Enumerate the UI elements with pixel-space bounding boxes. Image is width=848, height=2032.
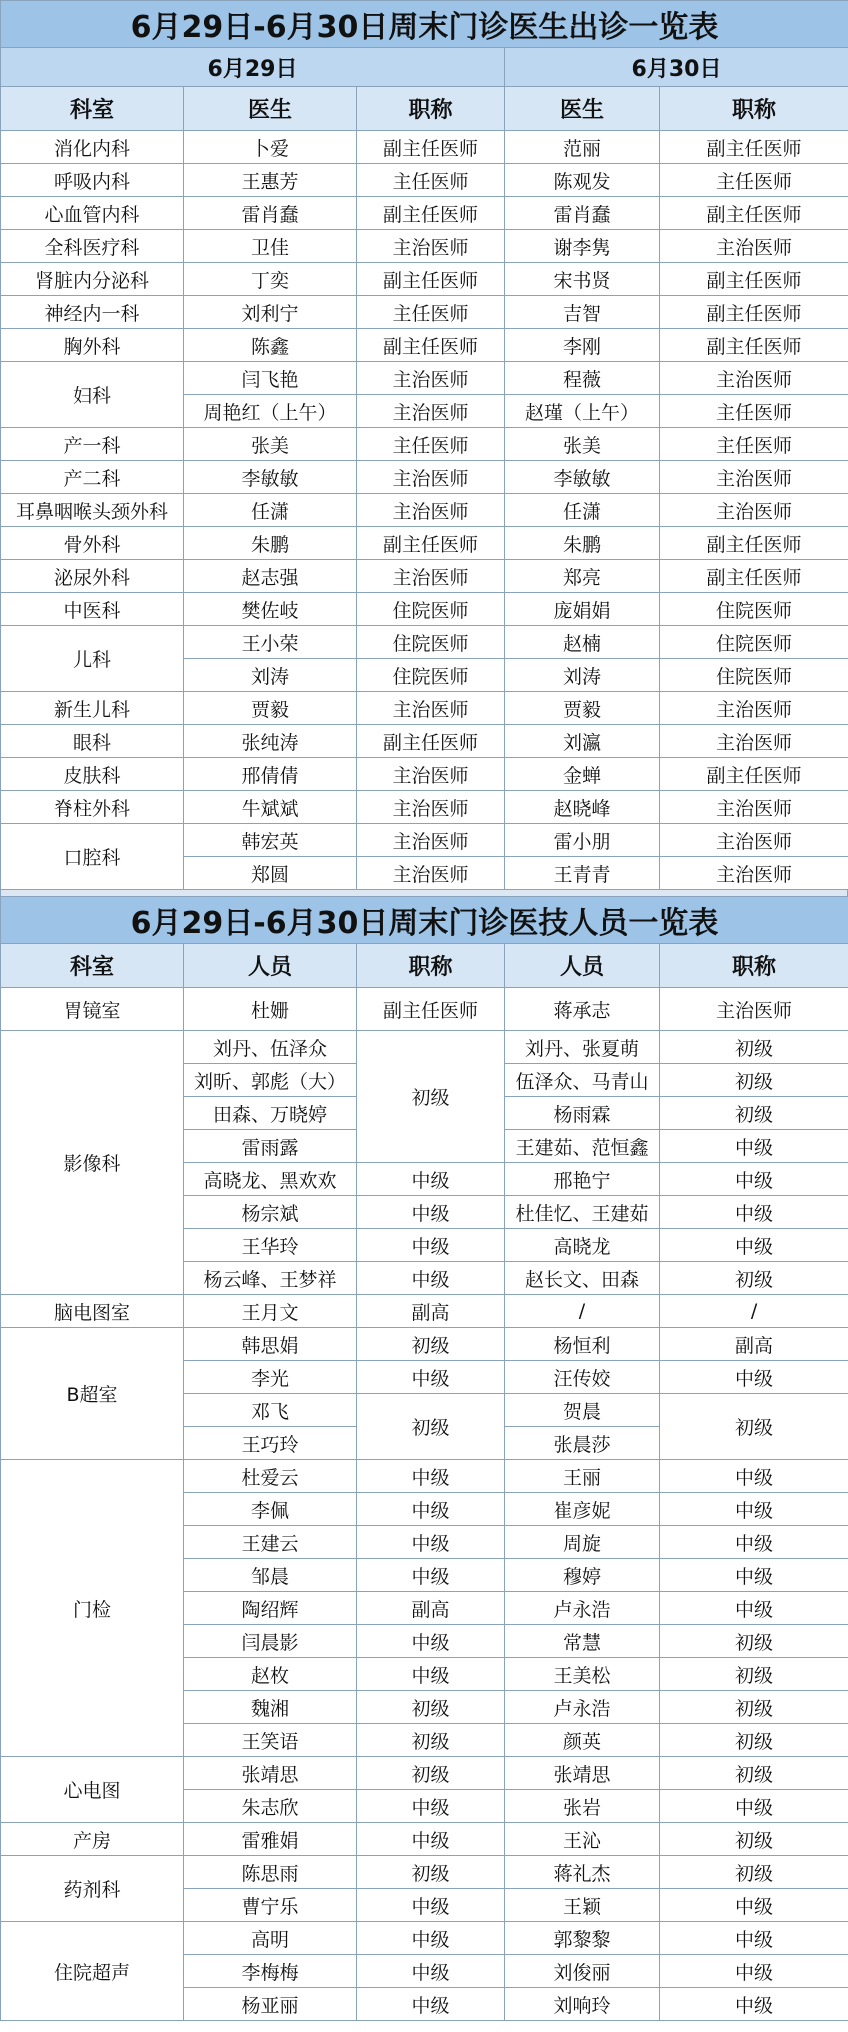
dept-cell: 胃镜室 [1, 988, 184, 1031]
staff-cell: 刘响玲 [505, 1988, 660, 2021]
staff-cell: 朱志欣 [184, 1790, 357, 1823]
dept-cell: 眼科 [1, 725, 184, 758]
title-cell: 中级 [357, 1790, 505, 1823]
dept-cell: 脊柱外科 [1, 791, 184, 824]
title-cell: 初级 [660, 1724, 848, 1757]
staff-cell: 李梅梅 [184, 1955, 357, 1988]
title-cell: 中级 [357, 1955, 505, 1988]
doctor-cell: 郑圆 [184, 857, 357, 890]
title-cell: 主治医师 [660, 725, 848, 758]
title-cell: 副高 [357, 1295, 505, 1328]
staff-cell: 张岩 [505, 1790, 660, 1823]
staff-cell: 刘丹、伍泽众 [184, 1031, 357, 1064]
staff-cell: 闫晨影 [184, 1625, 357, 1658]
staff-cell: 曹宁乐 [184, 1889, 357, 1922]
title-cell: 初级 [357, 1724, 505, 1757]
title-cell: 主治医师 [660, 988, 848, 1031]
title-cell: 主治医师 [357, 461, 505, 494]
dept-cell: 影像科 [1, 1031, 184, 1295]
title-cell: 主治医师 [357, 692, 505, 725]
title-cell: 副主任医师 [357, 263, 505, 296]
title-cell: 中级 [357, 1361, 505, 1394]
dept-cell: 门检 [1, 1460, 184, 1757]
technician-table-title: 6月29日-6月30日周末门诊医技人员一览表 [1, 897, 848, 944]
dept-cell: 胸外科 [1, 329, 184, 362]
staff-cell: 王巧玲 [184, 1427, 357, 1460]
dept-cell: 口腔科 [1, 824, 184, 890]
title-cell: 初级 [660, 1658, 848, 1691]
doctor-cell: 张纯涛 [184, 725, 357, 758]
doctor-cell: 王青青 [505, 857, 660, 890]
staff-cell: 邓飞 [184, 1394, 357, 1427]
doctor-cell: 樊佐岐 [184, 593, 357, 626]
doctor-cell: 丁奕 [184, 263, 357, 296]
doctor-cell: 王小荣 [184, 626, 357, 659]
title-cell: 中级 [660, 1790, 848, 1823]
doctor-cell: 宋书贤 [505, 263, 660, 296]
staff-cell: 邹晨 [184, 1559, 357, 1592]
doctor-cell: 王惠芳 [184, 164, 357, 197]
table-row [1, 1328, 848, 1361]
staff-cell: 杨宗斌 [184, 1196, 357, 1229]
table-row [1, 1757, 848, 1790]
dept-cell: 产一科 [1, 428, 184, 461]
column-header: 职称 [660, 944, 848, 988]
title-cell: 初级 [357, 1691, 505, 1724]
technician-schedule-table [0, 896, 848, 2021]
doctor-cell: 贾毅 [505, 692, 660, 725]
staff-cell: 杨云峰、王梦祥 [184, 1262, 357, 1295]
title-cell: 初级 [357, 1394, 505, 1460]
staff-cell: 贺晨 [505, 1394, 660, 1427]
table-row [1, 263, 848, 296]
title-cell: 中级 [357, 1922, 505, 1955]
doctor-cell: 陈鑫 [184, 329, 357, 362]
table-row [1, 824, 848, 857]
title-cell: 主任医师 [357, 296, 505, 329]
dept-cell: 肾脏内分泌科 [1, 263, 184, 296]
title-cell: 中级 [357, 1229, 505, 1262]
title-cell: 主治医师 [357, 758, 505, 791]
title-cell: 主治医师 [357, 362, 505, 395]
dept-cell: 心血管内科 [1, 197, 184, 230]
title-cell: 中级 [357, 1460, 505, 1493]
title-cell: 初级 [660, 1031, 848, 1064]
title-cell: 初级 [660, 1757, 848, 1790]
title-cell: 中级 [357, 1526, 505, 1559]
title-cell: 副主任医师 [660, 131, 848, 164]
dept-cell: 心电图 [1, 1757, 184, 1823]
title-cell: 中级 [357, 1658, 505, 1691]
dept-cell: 全科医疗科 [1, 230, 184, 263]
doctor-cell: 刘涛 [184, 659, 357, 692]
staff-cell: 王沁 [505, 1823, 660, 1856]
doctor-cell: 张美 [505, 428, 660, 461]
staff-cell: 高晓龙、黑欢欢 [184, 1163, 357, 1196]
dept-cell: 产房 [1, 1823, 184, 1856]
doctor-cell: 赵瑾（上午） [505, 395, 660, 428]
dept-cell: 妇科 [1, 362, 184, 428]
staff-cell: 高明 [184, 1922, 357, 1955]
dept-cell: 消化内科 [1, 131, 184, 164]
title-cell: 住院医师 [357, 626, 505, 659]
title-cell: 主治医师 [660, 692, 848, 725]
day2-header: 6月30日 [505, 48, 848, 87]
dept-cell: 住院超声 [1, 1922, 184, 2021]
title-cell: 中级 [660, 1988, 848, 2021]
staff-cell: 王建茹、范恒鑫 [505, 1130, 660, 1163]
table-row [1, 494, 848, 527]
doctor-cell: 赵楠 [505, 626, 660, 659]
doctor-table-title: 6月29日-6月30日周末门诊医生出诊一览表 [1, 1, 848, 48]
doctor-cell: 程薇 [505, 362, 660, 395]
column-header: 医生 [184, 87, 357, 131]
doctor-schedule-table [0, 0, 848, 890]
title-cell: 中级 [357, 1493, 505, 1526]
doctor-cell: 朱鹏 [505, 527, 660, 560]
title-cell: 主治医师 [357, 395, 505, 428]
table-row [1, 758, 848, 791]
doctor-cell: 刘瀛 [505, 725, 660, 758]
title-cell: 副主任医师 [357, 988, 505, 1031]
staff-cell: 高晓龙 [505, 1229, 660, 1262]
dept-cell: 新生儿科 [1, 692, 184, 725]
staff-cell: 卢永浩 [505, 1592, 660, 1625]
title-cell: 主治医师 [660, 230, 848, 263]
staff-cell: 周旋 [505, 1526, 660, 1559]
title-cell: / [660, 1295, 848, 1328]
column-header: 科室 [1, 944, 184, 988]
staff-cell: 陶绍辉 [184, 1592, 357, 1625]
staff-cell: 张靖思 [184, 1757, 357, 1790]
title-cell: 住院医师 [660, 659, 848, 692]
column-header: 职称 [357, 87, 505, 131]
title-cell: 住院医师 [357, 659, 505, 692]
staff-cell: 杜姗 [184, 988, 357, 1031]
title-cell: 中级 [660, 1163, 848, 1196]
staff-cell: 邢艳宁 [505, 1163, 660, 1196]
doctor-cell: 雷肖蠢 [505, 197, 660, 230]
table-row [1, 1856, 848, 1889]
doctor-cell: 闫飞艳 [184, 362, 357, 395]
doctor-cell: 陈观发 [505, 164, 660, 197]
doctor-cell: 雷小朋 [505, 824, 660, 857]
staff-cell: 田森、万晓婷 [184, 1097, 357, 1130]
doctor-cell: 任潇 [505, 494, 660, 527]
doctor-cell: 卜爱 [184, 131, 357, 164]
title-cell: 副主任医师 [357, 131, 505, 164]
staff-cell: 王颖 [505, 1889, 660, 1922]
title-cell: 主治医师 [660, 494, 848, 527]
staff-cell: 王华玲 [184, 1229, 357, 1262]
title-cell: 主治医师 [357, 230, 505, 263]
staff-cell: 穆婷 [505, 1559, 660, 1592]
column-header: 人员 [505, 944, 660, 988]
title-cell: 主任医师 [660, 428, 848, 461]
staff-cell: 杜佳忆、王建茹 [505, 1196, 660, 1229]
title-cell: 主治医师 [357, 494, 505, 527]
title-cell: 主治医师 [660, 461, 848, 494]
staff-cell: 李佩 [184, 1493, 357, 1526]
doctor-cell: 张美 [184, 428, 357, 461]
table-row [1, 197, 848, 230]
title-cell: 中级 [660, 1493, 848, 1526]
doctor-cell: 朱鹏 [184, 527, 357, 560]
title-cell: 中级 [660, 1526, 848, 1559]
staff-cell: / [505, 1295, 660, 1328]
staff-cell: 王丽 [505, 1460, 660, 1493]
title-cell: 中级 [660, 1559, 848, 1592]
title-cell: 中级 [660, 1889, 848, 1922]
table-row [1, 1922, 848, 1955]
table-row [1, 791, 848, 824]
doctor-cell: 雷肖蠢 [184, 197, 357, 230]
staff-cell: 伍泽众、马青山 [505, 1064, 660, 1097]
title-cell: 中级 [660, 1196, 848, 1229]
dept-cell: 脑电图室 [1, 1295, 184, 1328]
title-cell: 副主任医师 [357, 329, 505, 362]
doctor-cell: 邢倩倩 [184, 758, 357, 791]
title-cell: 副主任医师 [660, 560, 848, 593]
title-cell: 副主任医师 [660, 197, 848, 230]
doctor-cell: 韩宏英 [184, 824, 357, 857]
dept-cell: 药剂科 [1, 1856, 184, 1922]
title-cell: 中级 [660, 1592, 848, 1625]
column-header: 职称 [357, 944, 505, 988]
dept-cell: 中医科 [1, 593, 184, 626]
staff-cell: 雷雅娟 [184, 1823, 357, 1856]
title-cell: 住院医师 [660, 626, 848, 659]
title-cell: 中级 [660, 1361, 848, 1394]
staff-cell: 崔彦妮 [505, 1493, 660, 1526]
title-cell: 初级 [660, 1856, 848, 1889]
title-cell: 初级 [660, 1064, 848, 1097]
column-header: 医生 [505, 87, 660, 131]
title-cell: 主治医师 [660, 791, 848, 824]
staff-cell: 郭黎黎 [505, 1922, 660, 1955]
dept-cell: 儿科 [1, 626, 184, 692]
title-cell: 中级 [660, 1955, 848, 1988]
doctor-cell: 庞娟娟 [505, 593, 660, 626]
doctor-cell: 谢李隽 [505, 230, 660, 263]
title-cell: 主任医师 [660, 164, 848, 197]
table-row [1, 725, 848, 758]
doctor-cell: 李刚 [505, 329, 660, 362]
staff-cell: 杨恒利 [505, 1328, 660, 1361]
title-cell: 中级 [357, 1262, 505, 1295]
title-cell: 主治医师 [357, 791, 505, 824]
table-row [1, 362, 848, 395]
title-cell: 中级 [357, 1196, 505, 1229]
staff-cell: 杨雨霖 [505, 1097, 660, 1130]
table-row [1, 560, 848, 593]
column-header: 职称 [660, 87, 848, 131]
day1-header: 6月29日 [1, 48, 505, 87]
table-row [1, 329, 848, 362]
title-cell: 主治医师 [357, 560, 505, 593]
title-cell: 中级 [357, 1559, 505, 1592]
title-cell: 主任医师 [357, 428, 505, 461]
title-cell: 副主任医师 [357, 725, 505, 758]
staff-cell: 汪传姣 [505, 1361, 660, 1394]
table-row [1, 626, 848, 659]
title-cell: 主任医师 [357, 164, 505, 197]
doctor-cell: 任潇 [184, 494, 357, 527]
table-row [1, 428, 848, 461]
title-cell: 主治医师 [660, 362, 848, 395]
title-cell: 初级 [660, 1823, 848, 1856]
doctor-cell: 刘涛 [505, 659, 660, 692]
title-cell: 副主任医师 [660, 329, 848, 362]
doctor-cell: 刘利宁 [184, 296, 357, 329]
doctor-cell: 李敏敏 [184, 461, 357, 494]
title-cell: 初级 [357, 1031, 505, 1163]
title-cell: 副高 [660, 1328, 848, 1361]
doctor-cell: 牛斌斌 [184, 791, 357, 824]
doctor-cell: 金蝉 [505, 758, 660, 791]
staff-cell: 赵枚 [184, 1658, 357, 1691]
staff-cell: 颜英 [505, 1724, 660, 1757]
staff-cell: 杜爱云 [184, 1460, 357, 1493]
staff-cell: 卢永浩 [505, 1691, 660, 1724]
dept-cell: 皮肤科 [1, 758, 184, 791]
doctor-cell: 赵志强 [184, 560, 357, 593]
title-cell: 中级 [357, 1163, 505, 1196]
title-cell: 住院医师 [357, 593, 505, 626]
staff-cell: 王笑语 [184, 1724, 357, 1757]
title-cell: 主治医师 [357, 824, 505, 857]
table-row [1, 131, 848, 164]
title-cell: 初级 [660, 1691, 848, 1724]
doctor-cell: 赵晓峰 [505, 791, 660, 824]
title-cell: 主治医师 [660, 857, 848, 890]
dept-cell: 泌尿外科 [1, 560, 184, 593]
staff-cell: 王美松 [505, 1658, 660, 1691]
title-cell: 副主任医师 [660, 527, 848, 560]
table-row [1, 461, 848, 494]
table-row [1, 1460, 848, 1493]
doctor-cell: 贾毅 [184, 692, 357, 725]
table-row [1, 593, 848, 626]
doctor-cell: 周艳红（上午） [184, 395, 357, 428]
column-header: 科室 [1, 87, 184, 131]
title-cell: 中级 [357, 1823, 505, 1856]
staff-cell: 常慧 [505, 1625, 660, 1658]
table-row [1, 296, 848, 329]
doctor-cell: 范丽 [505, 131, 660, 164]
table-row [1, 527, 848, 560]
staff-cell: 张靖思 [505, 1757, 660, 1790]
table-row [1, 1031, 848, 1064]
staff-cell: 王月文 [184, 1295, 357, 1328]
title-cell: 中级 [660, 1922, 848, 1955]
staff-cell: 蒋礼杰 [505, 1856, 660, 1889]
title-cell: 初级 [357, 1856, 505, 1889]
title-cell: 主治医师 [660, 824, 848, 857]
title-cell: 副主任医师 [357, 527, 505, 560]
title-cell: 副主任医师 [660, 758, 848, 791]
title-cell: 中级 [660, 1460, 848, 1493]
title-cell: 主任医师 [660, 395, 848, 428]
staff-cell: 王建云 [184, 1526, 357, 1559]
table-row [1, 692, 848, 725]
table-row [1, 230, 848, 263]
staff-cell: 赵长文、田森 [505, 1262, 660, 1295]
title-cell: 中级 [357, 1625, 505, 1658]
title-cell: 初级 [357, 1328, 505, 1361]
title-cell: 初级 [660, 1097, 848, 1130]
staff-cell: 李光 [184, 1361, 357, 1394]
title-cell: 副主任医师 [660, 263, 848, 296]
staff-cell: 蒋承志 [505, 988, 660, 1031]
title-cell: 副高 [357, 1592, 505, 1625]
title-cell: 初级 [357, 1757, 505, 1790]
title-cell: 副主任医师 [660, 296, 848, 329]
title-cell: 住院医师 [660, 593, 848, 626]
staff-cell: 韩思娟 [184, 1328, 357, 1361]
title-cell: 初级 [660, 1625, 848, 1658]
dept-cell: 产二科 [1, 461, 184, 494]
staff-cell: 魏湘 [184, 1691, 357, 1724]
title-cell: 初级 [660, 1394, 848, 1460]
dept-cell: 耳鼻咽喉头颈外科 [1, 494, 184, 527]
title-cell: 中级 [357, 1889, 505, 1922]
title-cell: 主治医师 [357, 857, 505, 890]
title-cell: 中级 [660, 1130, 848, 1163]
dept-cell: B超室 [1, 1328, 184, 1460]
doctor-cell: 吉智 [505, 296, 660, 329]
dept-cell: 骨外科 [1, 527, 184, 560]
staff-cell: 刘丹、张夏萌 [505, 1031, 660, 1064]
dept-cell: 神经内一科 [1, 296, 184, 329]
staff-cell: 张晨莎 [505, 1427, 660, 1460]
doctor-cell: 郑亮 [505, 560, 660, 593]
title-cell: 副主任医师 [357, 197, 505, 230]
column-header: 人员 [184, 944, 357, 988]
table-row [1, 1295, 848, 1328]
title-cell: 初级 [660, 1262, 848, 1295]
title-cell: 中级 [660, 1229, 848, 1262]
doctor-cell: 李敏敏 [505, 461, 660, 494]
staff-cell: 雷雨露 [184, 1130, 357, 1163]
staff-cell: 刘昕、郭彪（大） [184, 1064, 357, 1097]
doctor-cell: 卫佳 [184, 230, 357, 263]
staff-cell: 陈思雨 [184, 1856, 357, 1889]
table-row [1, 1823, 848, 1856]
title-cell: 中级 [357, 1988, 505, 2021]
staff-cell: 刘俊丽 [505, 1955, 660, 1988]
staff-cell: 杨亚丽 [184, 1988, 357, 2021]
table-row [1, 988, 848, 1031]
table-row [1, 164, 848, 197]
dept-cell: 呼吸内科 [1, 164, 184, 197]
